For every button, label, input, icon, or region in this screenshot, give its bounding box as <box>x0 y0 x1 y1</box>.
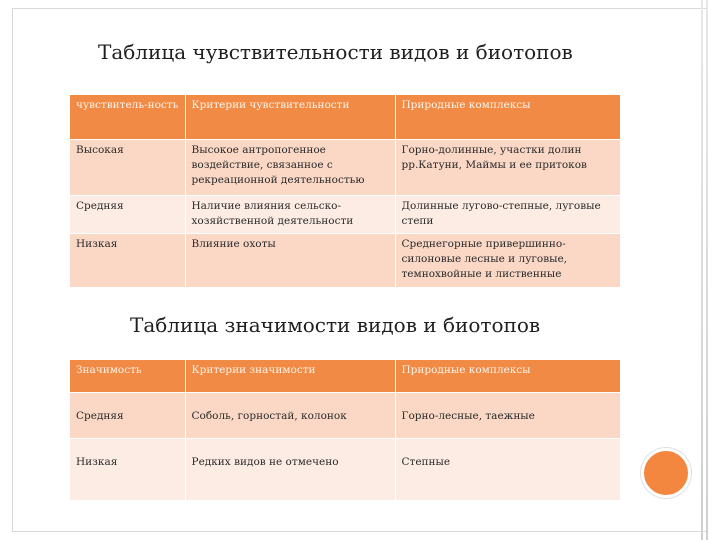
table-row <box>70 139 620 195</box>
decorative-circle <box>641 448 691 498</box>
title-sensitivity: Таблица чувствительности видов и биотопов <box>98 40 573 64</box>
table-cell: Соболь, горностай, колонок <box>185 392 395 438</box>
table-cell: Горно-долинные, участки долин рр.Катуни, Маймы и ее притоков <box>395 139 620 195</box>
frame-stripe <box>706 0 708 540</box>
table-row <box>70 233 620 287</box>
header-cell: Природные комплексы <box>395 95 620 139</box>
sensitivity-table <box>70 95 620 287</box>
table-row <box>70 438 620 500</box>
table-cell: Низкая <box>70 438 185 500</box>
table-row <box>70 195 620 233</box>
table-cell: Высокое антропогенное воздействие, связанное с рекреационной деятельностью <box>185 139 395 195</box>
table-cell: Горно-лесные, таежные <box>395 392 620 438</box>
header-cell: Значимость <box>70 360 185 392</box>
table-header-row <box>70 95 620 139</box>
table-cell: Наличие влияния сельско-хозяйственной деятельности <box>185 195 395 233</box>
table-cell: Средняя <box>70 392 185 438</box>
table-cell: Высокая <box>70 139 185 195</box>
header-cell: чувствитель-ность <box>70 95 185 139</box>
significance-table <box>70 360 620 500</box>
table-header-row <box>70 360 620 392</box>
frame-stripe <box>701 0 703 540</box>
table-row <box>70 392 620 438</box>
title-significance: Таблица значимости видов и биотопов <box>130 313 541 337</box>
header-cell: Критерии значимости <box>185 360 395 392</box>
table-cell: Долинные лугово-степные, луговые степи <box>395 195 620 233</box>
header-cell: Критерии чувствительности <box>185 95 395 139</box>
table-cell: Влияние охоты <box>185 233 395 287</box>
table-cell: Низкая <box>70 233 185 287</box>
table-cell: Степные <box>395 438 620 500</box>
table-cell: Средняя <box>70 195 185 233</box>
table-cell: Среднегорные привершинно-силоновые лесные и луговые, темнохвойные и лиственные <box>395 233 620 287</box>
table-cell: Редких видов не отмечено <box>185 438 395 500</box>
header-cell: Природные комплексы <box>395 360 620 392</box>
